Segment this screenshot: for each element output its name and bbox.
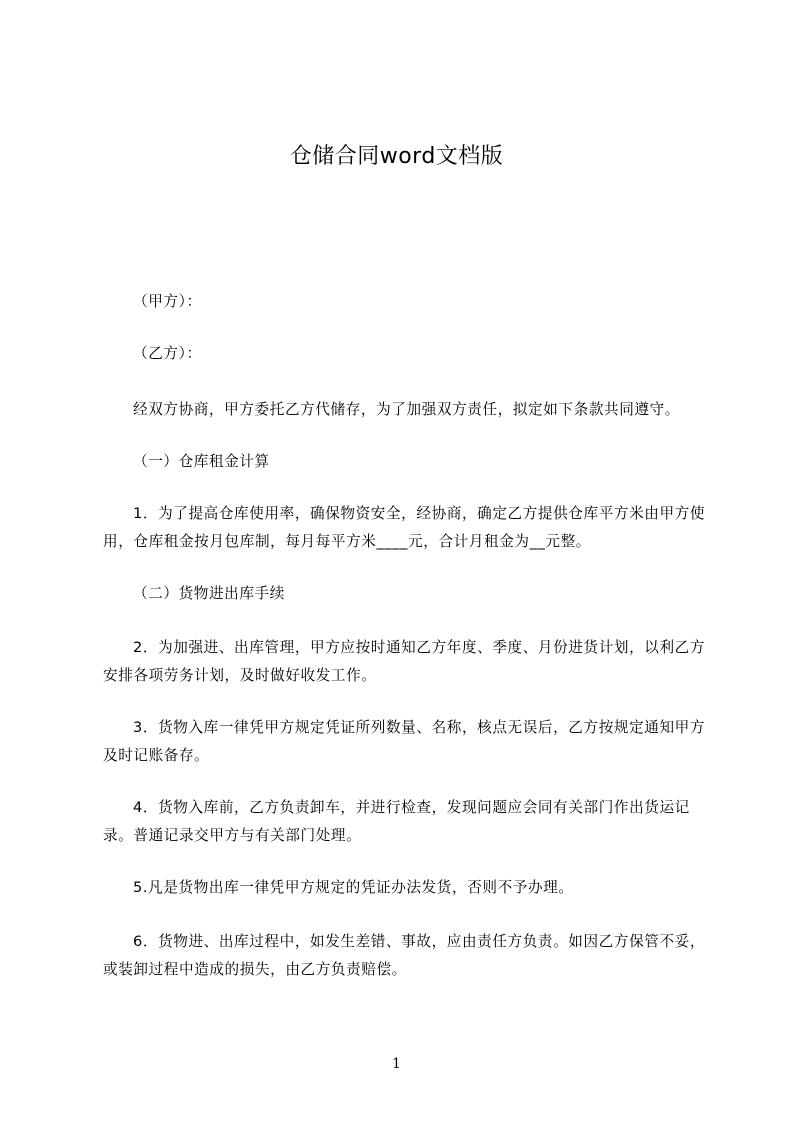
section-heading-rent: （一）仓库租金计算 <box>133 453 270 470</box>
clause-4-paragraph: 4．货物入库前，乙方负责卸车，并进行检查，发现问题应会同有关部门作出货运记录。普通记录交甲方与有关部门处理。 <box>103 799 690 844</box>
clause-5-paragraph: 5.凡是货物出库一律凭甲方规定的凭证办法发货，否则不予办理。 <box>133 879 574 896</box>
clause-3-paragraph: 3．货物入库一律凭甲方规定凭证所列数量、名称，核点无误后，乙方按规定通知甲方及时记账备存。 <box>103 719 706 764</box>
clause-2-paragraph: 2．为加强进、出库管理，甲方应按时通知乙方年度、季度、月份进货计划，以利乙方安排各项劳务计划，及时做好收发工作。 <box>103 639 706 684</box>
clause-6-paragraph: 6．货物进、出库过程中，如发生差错、事故，应由责任方负责。如因乙方保管不妥，或装卸过程中造成的损失，由乙方负责赔偿。 <box>103 933 706 978</box>
document-title: 仓储合同word文档版 <box>289 144 504 169</box>
party-b-line: （乙方）： <box>133 345 202 362</box>
page-number: 1 <box>392 1056 401 1072</box>
section-heading-warehousing: （二）货物进出库手续 <box>133 585 285 602</box>
party-a-line: （甲方）： <box>133 293 202 310</box>
clause-1-paragraph: 1．为了提高仓库使用率，确保物资安全，经协商，确定乙方提供仓库平方米由甲方使用，仓库租金按月包库制，每月每平方米____元，合计月租金为__元整。 <box>103 505 706 550</box>
preamble-paragraph: 经双方协商，甲方委托乙方代储存，为了加强双方责任，拟定如下条款共同遵守。 <box>133 401 680 418</box>
